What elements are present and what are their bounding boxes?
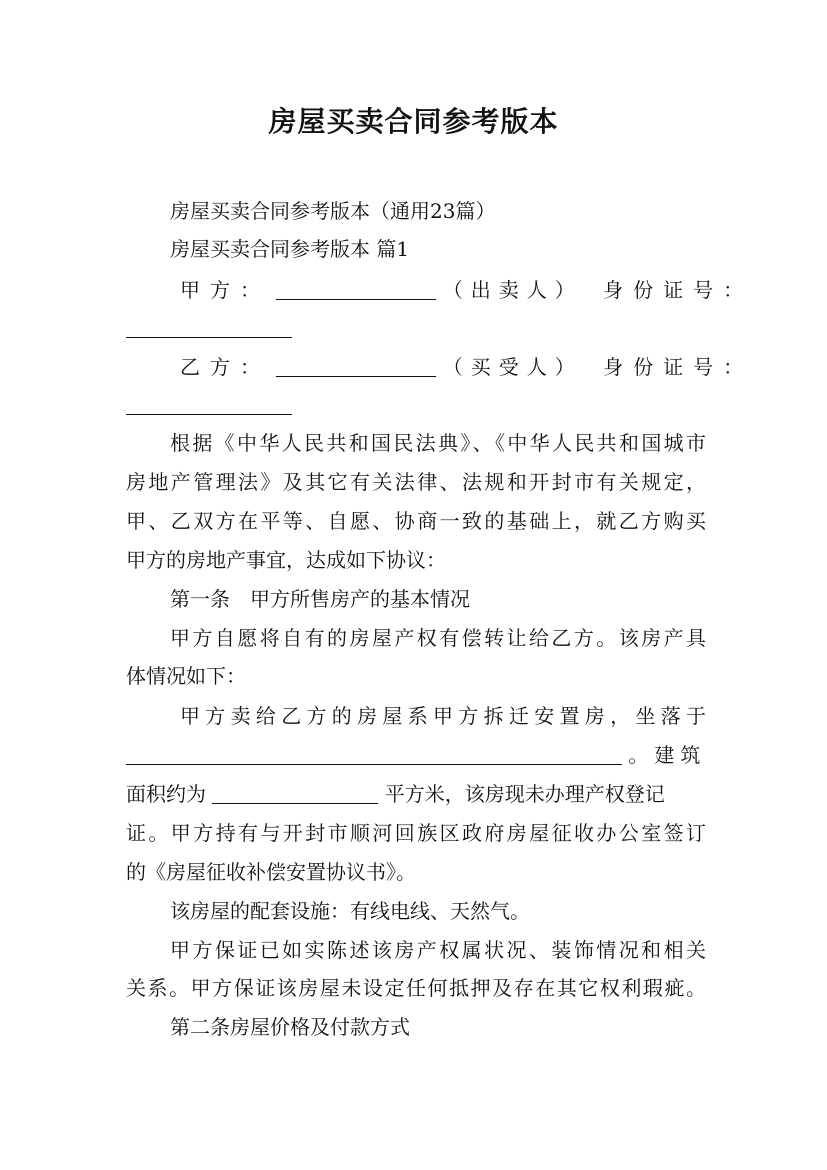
party-a-line	[180, 275, 754, 305]
party-b-line	[180, 352, 754, 382]
party-b-id-line	[126, 390, 706, 420]
party-b-name-blank	[276, 356, 436, 377]
party-b-label: 乙方：	[180, 355, 270, 379]
paragraph-guarantee-line: 关系。甲方保证该房屋未设定任何抵押及存在其它权利瑕疵。	[126, 976, 706, 1000]
paragraph-guarantee-line: 甲方保证已如实陈述该房产权属状况、装饰情况和相关	[170, 938, 706, 962]
section-heading: 房屋买卖合同参考版本 篇1	[170, 237, 410, 261]
area-blank	[212, 783, 378, 804]
paragraph-basis-line: 房地产管理法》及其它有关法律、法规和开封市有关规定，	[126, 470, 706, 494]
paragraph-location-line	[126, 779, 706, 809]
paragraph-location-line: 证。甲方持有与开封市顺河回族区政府房屋征收办公室签订	[126, 821, 706, 845]
paragraph-location-line: 甲方卖给乙方的房屋系甲方拆迁安置房，坐落于	[180, 704, 706, 728]
party-a-id-label: 身份证号：	[603, 278, 754, 302]
paragraph-transfer-line: 甲方自愿将自有的房屋产权有偿转让给乙方。该房产具	[170, 626, 706, 650]
party-a-id-line	[126, 313, 706, 343]
article-1-heading: 第一条 甲方所售房产的基本情况	[170, 587, 470, 611]
area-suffix: 平方米，该房现未办理产权登记	[384, 782, 665, 806]
area-prefix: 面积约为	[126, 782, 206, 806]
party-a-role: （出卖人）	[442, 278, 583, 302]
document-title: 房屋买卖合同参考版本	[268, 105, 559, 138]
paragraph-location-line	[126, 740, 706, 770]
location-blank	[126, 744, 622, 765]
paragraph-basis-line: 甲、乙双方在平等、自愿、协商一致的基础上，就乙方购买	[126, 509, 706, 533]
party-a-label: 甲方：	[180, 278, 270, 302]
location-suffix: 。建筑	[628, 743, 707, 767]
paragraph-location-line: 的《房屋征收补偿安置协议书》。	[126, 860, 416, 884]
party-b-id-label: 身份证号：	[603, 355, 754, 379]
party-a-name-blank	[276, 279, 436, 300]
party-b-id-blank	[126, 394, 292, 415]
party-b-role: （买受人）	[442, 355, 583, 379]
paragraph-basis-line: 根据《中华人民共和国民法典》、《中华人民共和国城市	[170, 431, 706, 455]
party-a-id-blank	[126, 317, 292, 338]
paragraph-basis-line: 甲方的房地产事宜，达成如下协议：	[126, 548, 446, 572]
document-subtitle: 房屋买卖合同参考版本（通用23篇）	[170, 199, 496, 223]
paragraph-facilities: 该房屋的配套设施：有线电线、天然气。	[170, 899, 530, 923]
article-2-heading: 第二条房屋价格及付款方式	[170, 1015, 410, 1039]
paragraph-transfer-line: 体情况如下：	[126, 664, 246, 688]
